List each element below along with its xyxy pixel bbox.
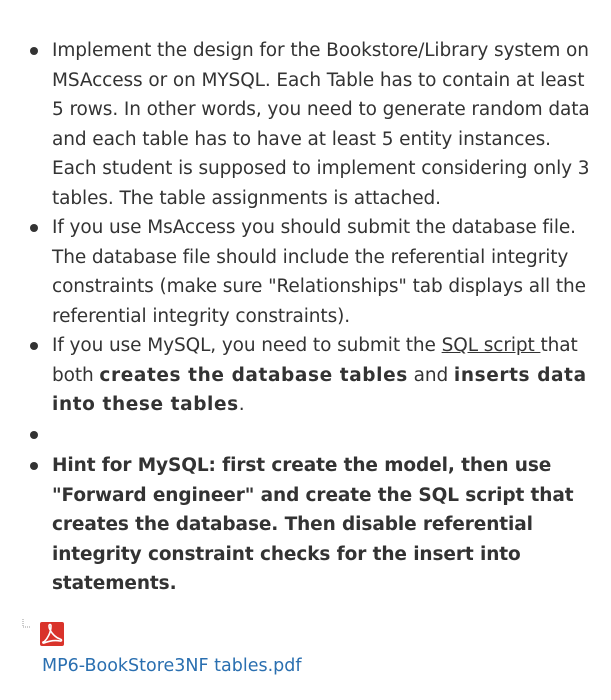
instructions-content [0,36,611,599]
sql-script-link[interactable]: SQL script [441,335,541,356]
bullet-icon [30,47,38,55]
list-item [0,331,611,420]
list-item-text-part: that both [52,335,578,386]
bold-text: creates the database tables [99,364,408,386]
list-item-hint [0,451,611,599]
bullet-icon [30,462,38,470]
list-item-text: If you use MsAccess you should submit the database file. The database file should include the referential integrity constraints (make sure "Relationships" tab displays all the referential integrity constraints). [52,217,586,327]
list-item-empty [0,420,611,450]
list-item-text-part: If you use MySQL, you need to submit the [52,335,442,356]
attachment-file-link[interactable]: MP6-BookStore3NF tables.pdf [42,656,302,676]
bold-text: inserts data into these tables [52,364,587,415]
bullet-icon [30,224,38,232]
list-item-text-part: and [407,364,454,386]
list-item-text: Implement the design for the Bookstore/Library system on MSAccess or on MYSQL. Each Table has to contain at least 5 rows. In other words, you need to generate random data and each table has to have at least 5 entity instances. Each student is supposed to implement considering only 3 tables. The table assignments is attached. [52,40,590,209]
instruction-list [0,36,611,599]
bullet-icon [30,431,38,439]
list-item-text-part: . [238,394,245,415]
bullet-icon [30,342,38,350]
hint-text: Hint for MySQL: first create the model, then use "Forward engineer" and create the SQL script that creates the database. Then disable referential integrity constraint checks for the insert into statements. [52,455,574,594]
pdf-icon[interactable] [22,618,66,648]
list-item [0,213,611,331]
list-item [0,36,611,213]
